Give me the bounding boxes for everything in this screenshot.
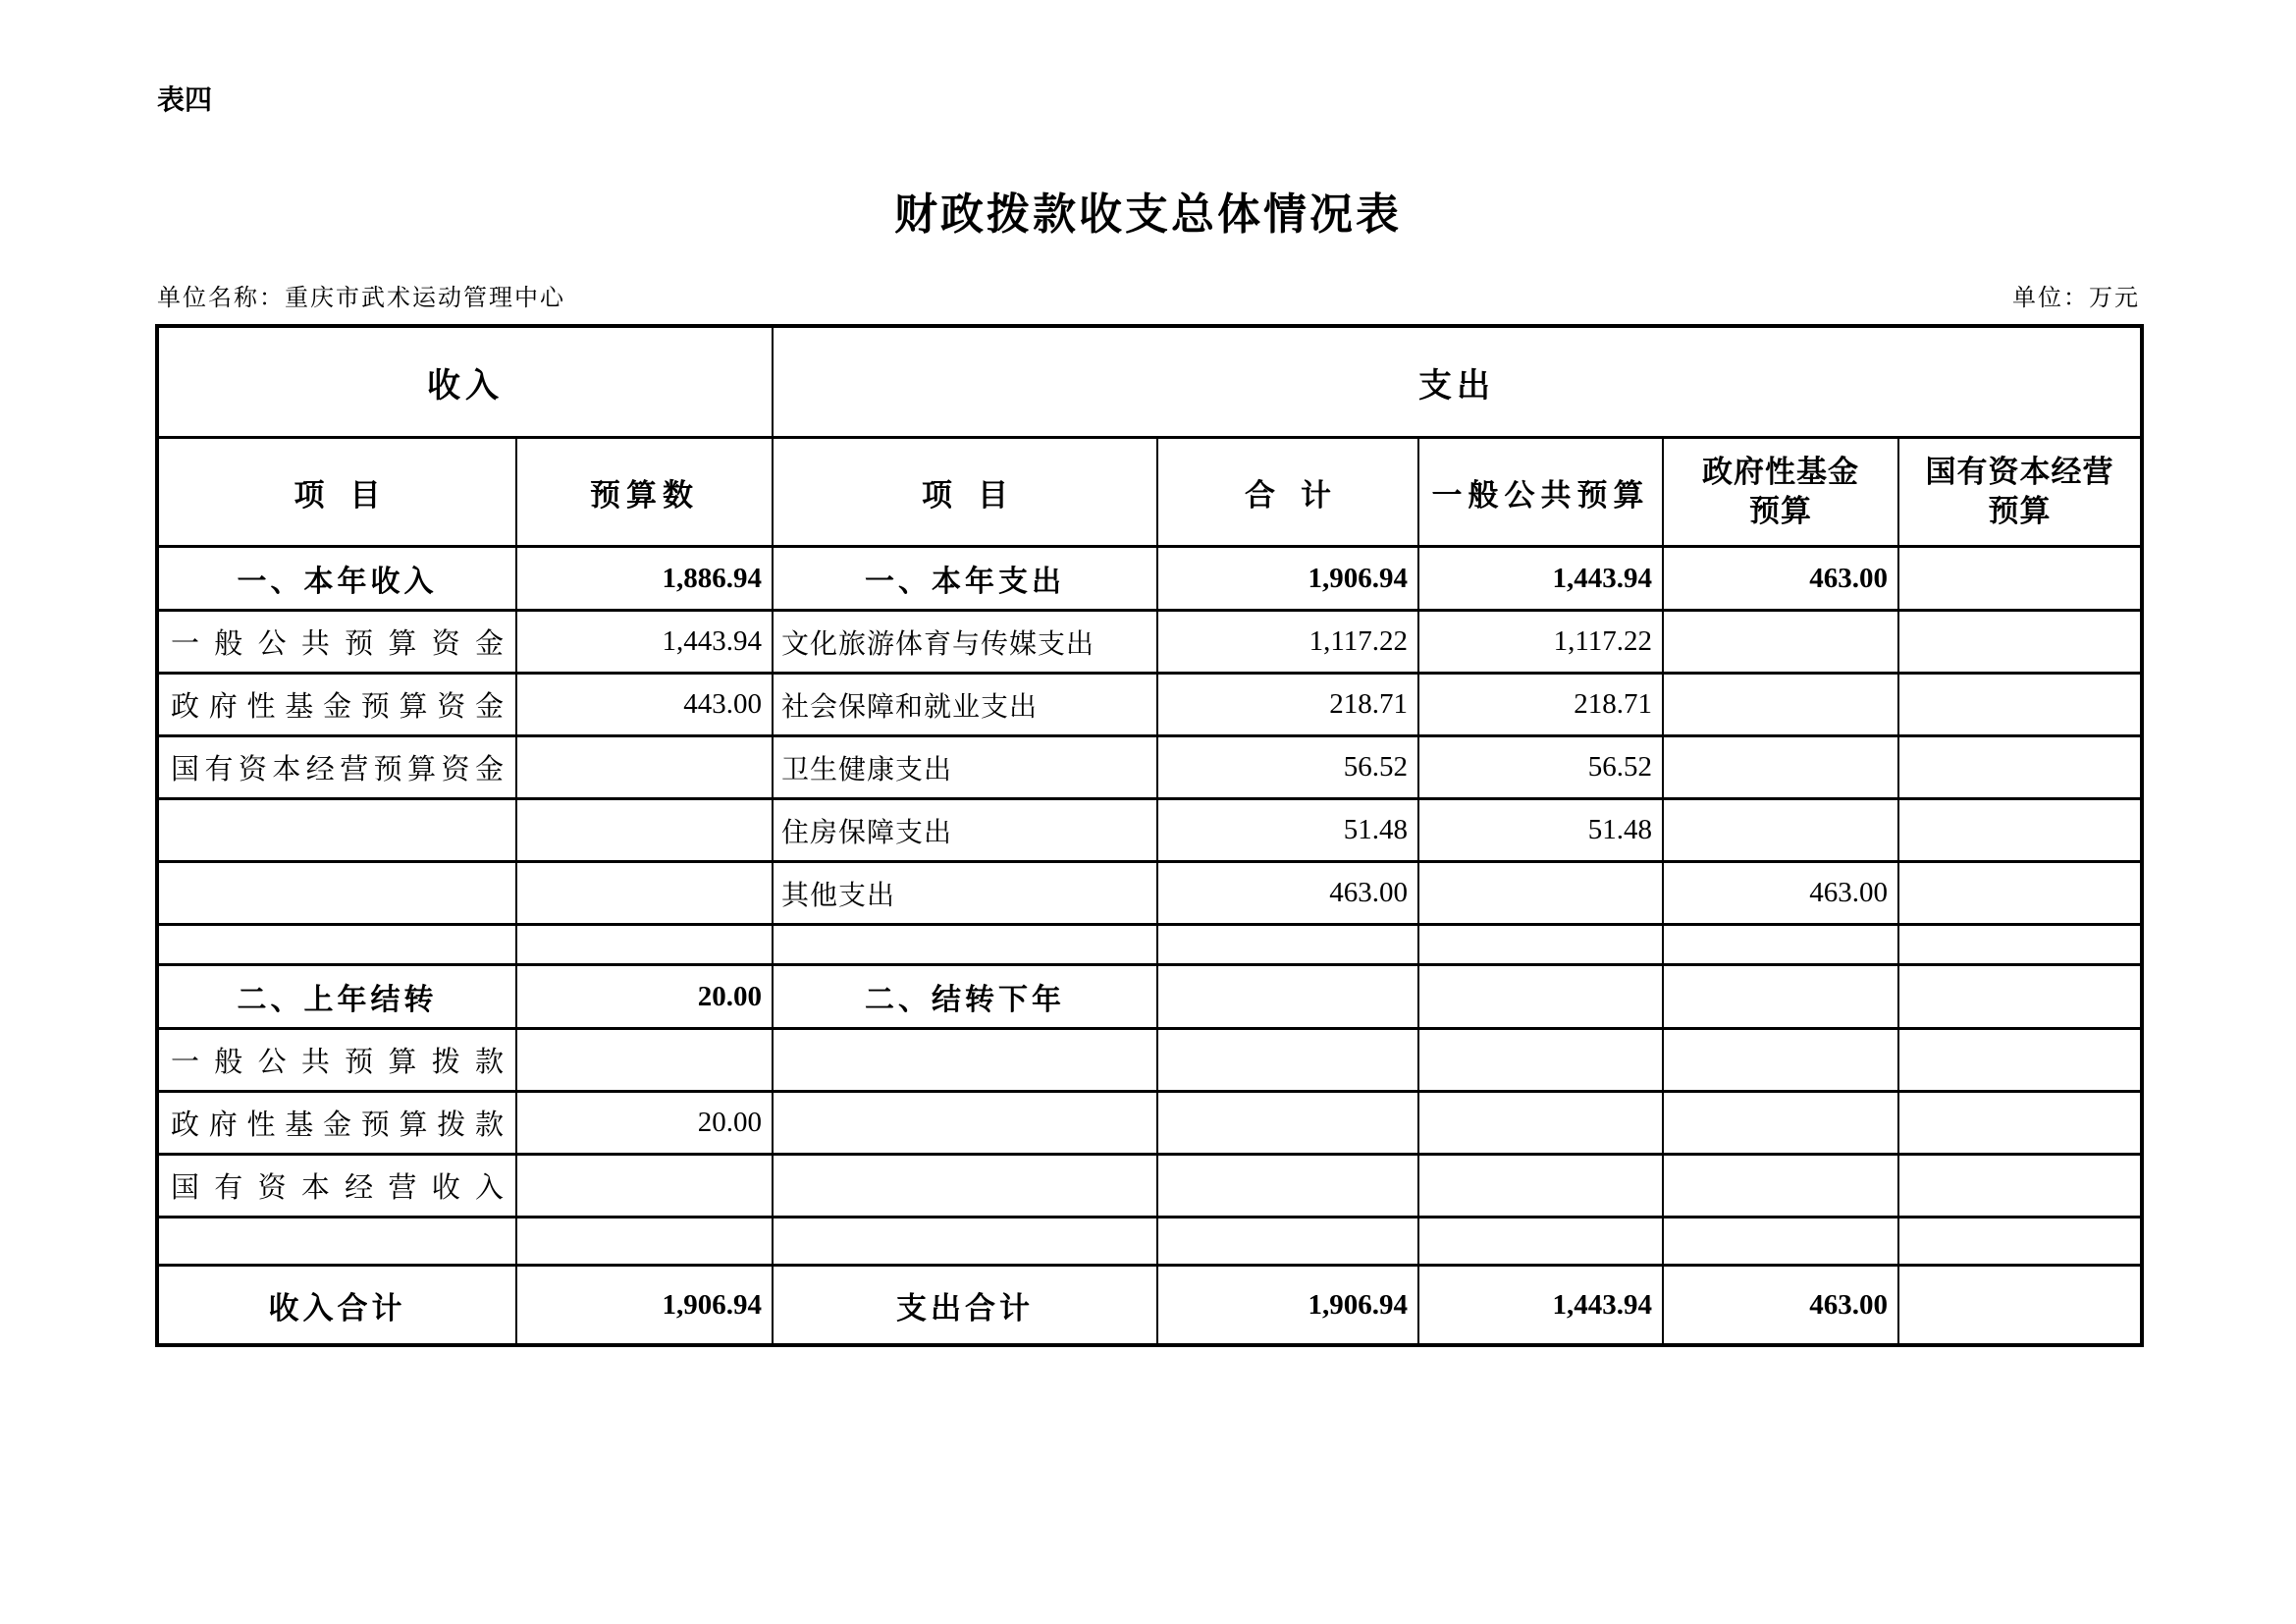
cell-income-budget: [516, 1155, 773, 1218]
cell-income-total-label: 收入合计: [157, 1266, 516, 1346]
cell-expense-state-capital-budget: [1898, 547, 2142, 611]
table-row: [157, 1092, 2142, 1155]
cell-income-budget: 1,443.94: [516, 611, 773, 674]
cell-expense-gov-fund-budget: [1663, 1092, 1898, 1155]
cell-expense-total: [1157, 1218, 1418, 1266]
cell-expense-state-capital-budget: [1898, 799, 2142, 862]
cell-expense-gov-fund-budget: [1663, 799, 1898, 862]
cell-expense-general-budget: [1418, 925, 1663, 965]
col-header-expense-total: 合计: [1157, 438, 1418, 547]
cell-expense-item: [773, 1092, 1157, 1155]
col-header-expense-item: 项目: [773, 438, 1157, 547]
cell-expense-general-budget: 51.48: [1418, 799, 1663, 862]
cell-expense-gov-fund-budget: 463.00: [1663, 1266, 1898, 1346]
table-row: [157, 1218, 2142, 1266]
cell-expense-item: 卫生健康支出: [773, 736, 1157, 799]
cell-income-budget: [516, 862, 773, 925]
cell-expense-total: 218.71: [1157, 674, 1418, 736]
cell-expense-total-label: 支出合计: [773, 1266, 1157, 1346]
cell-income-budget: [516, 799, 773, 862]
page-title: 财政拨款收支总体情况表: [894, 190, 1402, 239]
cell-income-budget: [516, 736, 773, 799]
col-header-gov-fund-budget: [1663, 438, 1898, 547]
cell-expense-gov-fund-budget: [1663, 611, 1898, 674]
cell-income-budget: 443.00: [516, 674, 773, 736]
cell-income-item: [157, 925, 516, 965]
col-header-general-public-budget: 一般公共预算: [1418, 438, 1663, 547]
table-column-header-row: [157, 438, 2142, 547]
cell-expense-gov-fund-budget: [1663, 965, 1898, 1029]
cell-expense-total: [1157, 1029, 1418, 1092]
cell-income-item: [157, 799, 516, 862]
cell-expense-gov-fund-budget: 463.00: [1663, 547, 1898, 611]
cell-expense-state-capital-budget: [1898, 674, 2142, 736]
cell-income-total: 1,906.94: [516, 1266, 773, 1346]
table-tag: 表四: [157, 85, 213, 116]
col-header-income-item: 项目: [157, 438, 516, 547]
cell-income-budget: [516, 1218, 773, 1266]
cell-income-item: 一般公共预算资金: [157, 611, 516, 674]
col-header-gov-fund-budget-label: 政府性基金预算: [1702, 454, 1859, 528]
table-row: [157, 547, 2142, 611]
cell-expense-general-budget: [1418, 965, 1663, 1029]
cell-expense-total: 56.52: [1157, 736, 1418, 799]
cell-expense-item: [773, 925, 1157, 965]
table-section-header-row: [157, 326, 2142, 438]
cell-expense-item: 一、本年支出: [773, 547, 1157, 611]
col-header-income-budget: 预算数: [516, 438, 773, 547]
cell-expense-total: [1157, 1155, 1418, 1218]
cell-income-item: [157, 862, 516, 925]
cell-income-item: 一般公共预算拨款: [157, 1029, 516, 1092]
cell-income-budget: [516, 1029, 773, 1092]
cell-expense-item: 二、结转下年: [773, 965, 1157, 1029]
cell-expense-general-budget: [1418, 1155, 1663, 1218]
cell-expense-item: 住房保障支出: [773, 799, 1157, 862]
table-row: [157, 799, 2142, 862]
cell-expense-general-budget: 1,443.94: [1418, 547, 1663, 611]
cell-expense-gov-fund-budget: [1663, 674, 1898, 736]
cell-expense-state-capital-budget: [1898, 736, 2142, 799]
cell-income-item: 一、本年收入: [157, 547, 516, 611]
cell-income-budget: [516, 925, 773, 965]
cell-expense-general-budget: [1418, 1092, 1663, 1155]
cell-expense-total: 1,117.22: [1157, 611, 1418, 674]
cell-income-item: 政府性基金预算拨款: [157, 1092, 516, 1155]
cell-expense-state-capital-budget: [1898, 1029, 2142, 1092]
col-header-state-capital-budget: [1898, 438, 2142, 547]
cell-expense-gov-fund-budget: 463.00: [1663, 862, 1898, 925]
cell-expense-general-budget: 1,443.94: [1418, 1266, 1663, 1346]
cell-income-item: 政府性基金预算资金: [157, 674, 516, 736]
table-row: [157, 736, 2142, 799]
cell-expense-general-budget: [1418, 1218, 1663, 1266]
cell-expense-state-capital-budget: [1898, 925, 2142, 965]
cell-expense-general-budget: 1,117.22: [1418, 611, 1663, 674]
cell-expense-total: [1157, 1092, 1418, 1155]
cell-expense-general-budget: [1418, 1029, 1663, 1092]
cell-expense-total: [1157, 925, 1418, 965]
table-row: [157, 1029, 2142, 1092]
cell-expense-total: 463.00: [1157, 862, 1418, 925]
cell-income-item: 二、上年结转: [157, 965, 516, 1029]
cell-expense-item: 文化旅游体育与传媒支出: [773, 611, 1157, 674]
cell-expense-general-budget: 218.71: [1418, 674, 1663, 736]
cell-expense-gov-fund-budget: [1663, 1155, 1898, 1218]
budget-table: [155, 324, 2144, 1347]
cell-expense-total: 1,906.94: [1157, 1266, 1418, 1346]
meta-line: [157, 278, 2140, 312]
cell-expense-total: 51.48: [1157, 799, 1418, 862]
cell-expense-general-budget: 56.52: [1418, 736, 1663, 799]
table-row: [157, 1155, 2142, 1218]
cell-expense-item: 其他支出: [773, 862, 1157, 925]
cell-income-budget: 20.00: [516, 1092, 773, 1155]
col-header-state-capital-budget-label: 国有资本经营预算: [1925, 454, 2114, 528]
cell-expense-item: [773, 1218, 1157, 1266]
cell-expense-general-budget: [1418, 862, 1663, 925]
header-expense-section: 支出: [773, 326, 2142, 438]
table-row: [157, 611, 2142, 674]
cell-expense-state-capital-budget: [1898, 1266, 2142, 1346]
cell-expense-total: [1157, 965, 1418, 1029]
cell-income-item: [157, 1218, 516, 1266]
table-row: [157, 925, 2142, 965]
cell-expense-gov-fund-budget: [1663, 925, 1898, 965]
cell-expense-gov-fund-budget: [1663, 736, 1898, 799]
cell-expense-gov-fund-budget: [1663, 1218, 1898, 1266]
cell-expense-total: 1,906.94: [1157, 547, 1418, 611]
table-row: [157, 965, 2142, 1029]
cell-expense-item: [773, 1029, 1157, 1092]
cell-income-item: 国有资本经营预算资金: [157, 736, 516, 799]
cell-income-item: 国有资本经营收入: [157, 1155, 516, 1218]
cell-income-budget: 1,886.94: [516, 547, 773, 611]
cell-expense-state-capital-budget: [1898, 862, 2142, 925]
table-row: [157, 674, 2142, 736]
cell-expense-state-capital-budget: [1898, 1218, 2142, 1266]
cell-expense-state-capital-budget: [1898, 1092, 2142, 1155]
header-income-section: 收入: [157, 326, 773, 438]
cell-expense-state-capital-budget: [1898, 1155, 2142, 1218]
cell-expense-gov-fund-budget: [1663, 1029, 1898, 1092]
table-row: [157, 1266, 2142, 1346]
cell-expense-state-capital-budget: [1898, 611, 2142, 674]
cell-expense-item: [773, 1155, 1157, 1218]
table-row: [157, 862, 2142, 925]
cell-expense-state-capital-budget: [1898, 965, 2142, 1029]
unit-label: 单位：万元: [2012, 286, 2140, 311]
cell-income-budget: 20.00: [516, 965, 773, 1029]
cell-expense-item: 社会保障和就业支出: [773, 674, 1157, 736]
unit-name: 单位名称：重庆市武术运动管理中心: [157, 286, 565, 311]
